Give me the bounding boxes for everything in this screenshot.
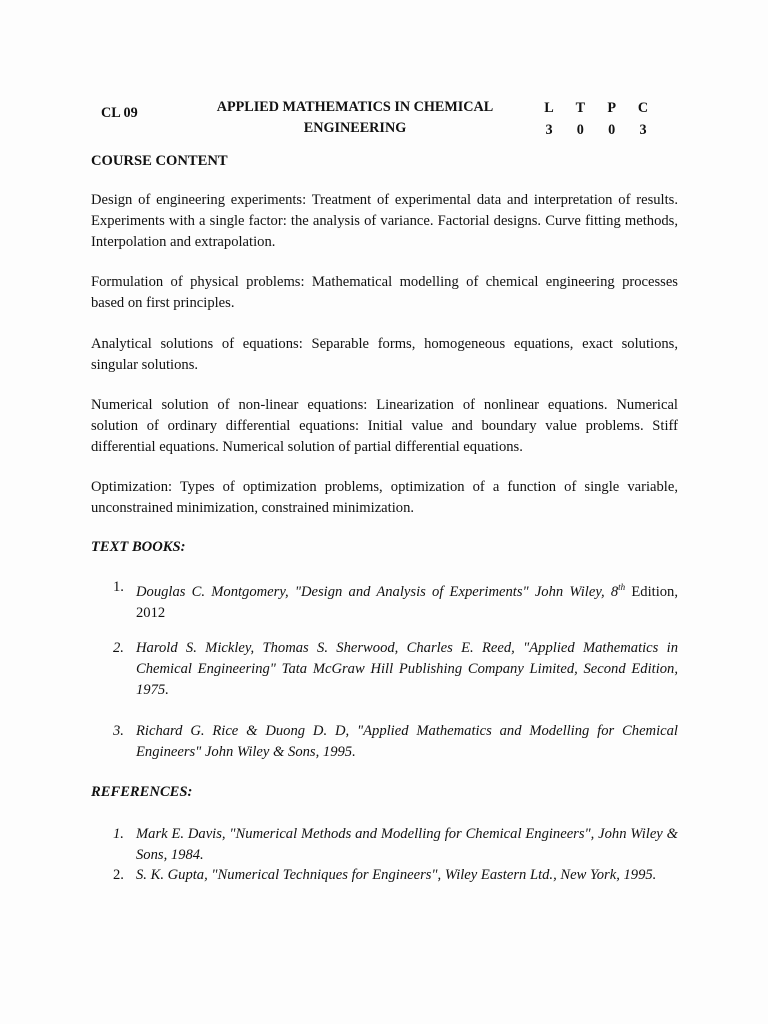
text-books-heading: TEXT BOOKS: <box>91 539 186 555</box>
superscript-th: th <box>618 582 626 592</box>
ltpc-label-c: C <box>637 100 649 116</box>
text-book-citation <box>136 577 678 623</box>
list-number: 2. <box>113 640 124 656</box>
citation-text-part-b: Edition, 2012 <box>136 583 678 621</box>
reference-item-2 <box>113 865 678 886</box>
ltpc-value-l: 3 <box>545 122 553 138</box>
text-book-item-3 <box>113 721 678 763</box>
text-book-item-1 <box>113 577 678 623</box>
ltpc-label-t: T <box>575 100 586 116</box>
ltpc-label-p: P <box>607 100 616 116</box>
reference-item-1 <box>113 824 678 866</box>
ltpc-value-t: 0 <box>576 122 584 138</box>
ltpc-table <box>538 97 654 141</box>
ltpc-value-c: 3 <box>639 122 647 138</box>
content-paragraph-design: Design of engineering experiments: Treatment of experimental data and interpretation of results. Experiments with a single factor: the analysis of variance. Factorial designs. Curve fitting methods, Interpolation and extrapolation. <box>91 192 678 250</box>
ltpc-labels-row <box>538 97 654 119</box>
content-paragraph-optimization: Optimization: Types of optimization problems, optimization of a function of single variable, unconstrained minimization, constrained minimization. <box>91 479 678 516</box>
ltpc-value-p: 0 <box>608 122 616 138</box>
content-paragraph-analytical: Analytical solutions of equations: Separable forms, homogeneous equations, exact solutions, singular solutions. <box>91 336 678 373</box>
ltpc-values-row <box>538 119 654 141</box>
course-content-heading: COURSE CONTENT <box>91 153 228 169</box>
text-book-item-2 <box>113 638 678 700</box>
content-paragraph-formulation: Formulation of physical problems: Mathematical modelling of chemical engineering processes based on first principles. <box>91 274 678 311</box>
reference-citation: S. K. Gupta, "Numerical Techniques for Engineers", Wiley Eastern Ltd., New York, 1995. <box>136 867 657 883</box>
text-book-citation: Harold S. Mickley, Thomas S. Sherwood, Charles E. Reed, "Applied Mathematics in Chemical Engineering" Tata McGraw Hill Publishing Company Limited, Second Edition, 1975. <box>136 640 678 698</box>
course-title-line-1: APPLIED MATHEMATICS IN CHEMICAL <box>216 99 494 115</box>
content-paragraph-numerical: Numerical solution of non-linear equations: Linearization of nonlinear equations. Numerical solution of ordinary differential equations: Initial value and boundary value problems. Stiff differential equations. Numerical solution of partial differential equations. <box>91 397 678 455</box>
citation-text-part-a: Douglas C. Montgomery, "Design and Analysis of Experiments" John Wiley, 8 <box>136 583 619 600</box>
course-title-line-2: ENGINEERING <box>303 120 407 136</box>
course-code: CL 09 <box>101 105 138 121</box>
references-heading: REFERENCES: <box>91 784 193 800</box>
text-book-citation: Richard G. Rice & Duong D. D, "Applied Mathematics and Modelling for Chemical Engineers" John Wiley & Sons, 1995. <box>136 723 678 760</box>
list-number: 2. <box>113 867 124 883</box>
ltpc-label-l: L <box>544 100 554 116</box>
list-number: 3. <box>113 723 124 739</box>
list-number: 1. <box>113 826 124 842</box>
list-number: 1. <box>113 579 124 595</box>
course-title <box>190 97 520 139</box>
reference-citation: Mark E. Davis, "Numerical Methods and Modelling for Chemical Engineers", John Wiley & Sons, 1984. <box>136 826 678 863</box>
